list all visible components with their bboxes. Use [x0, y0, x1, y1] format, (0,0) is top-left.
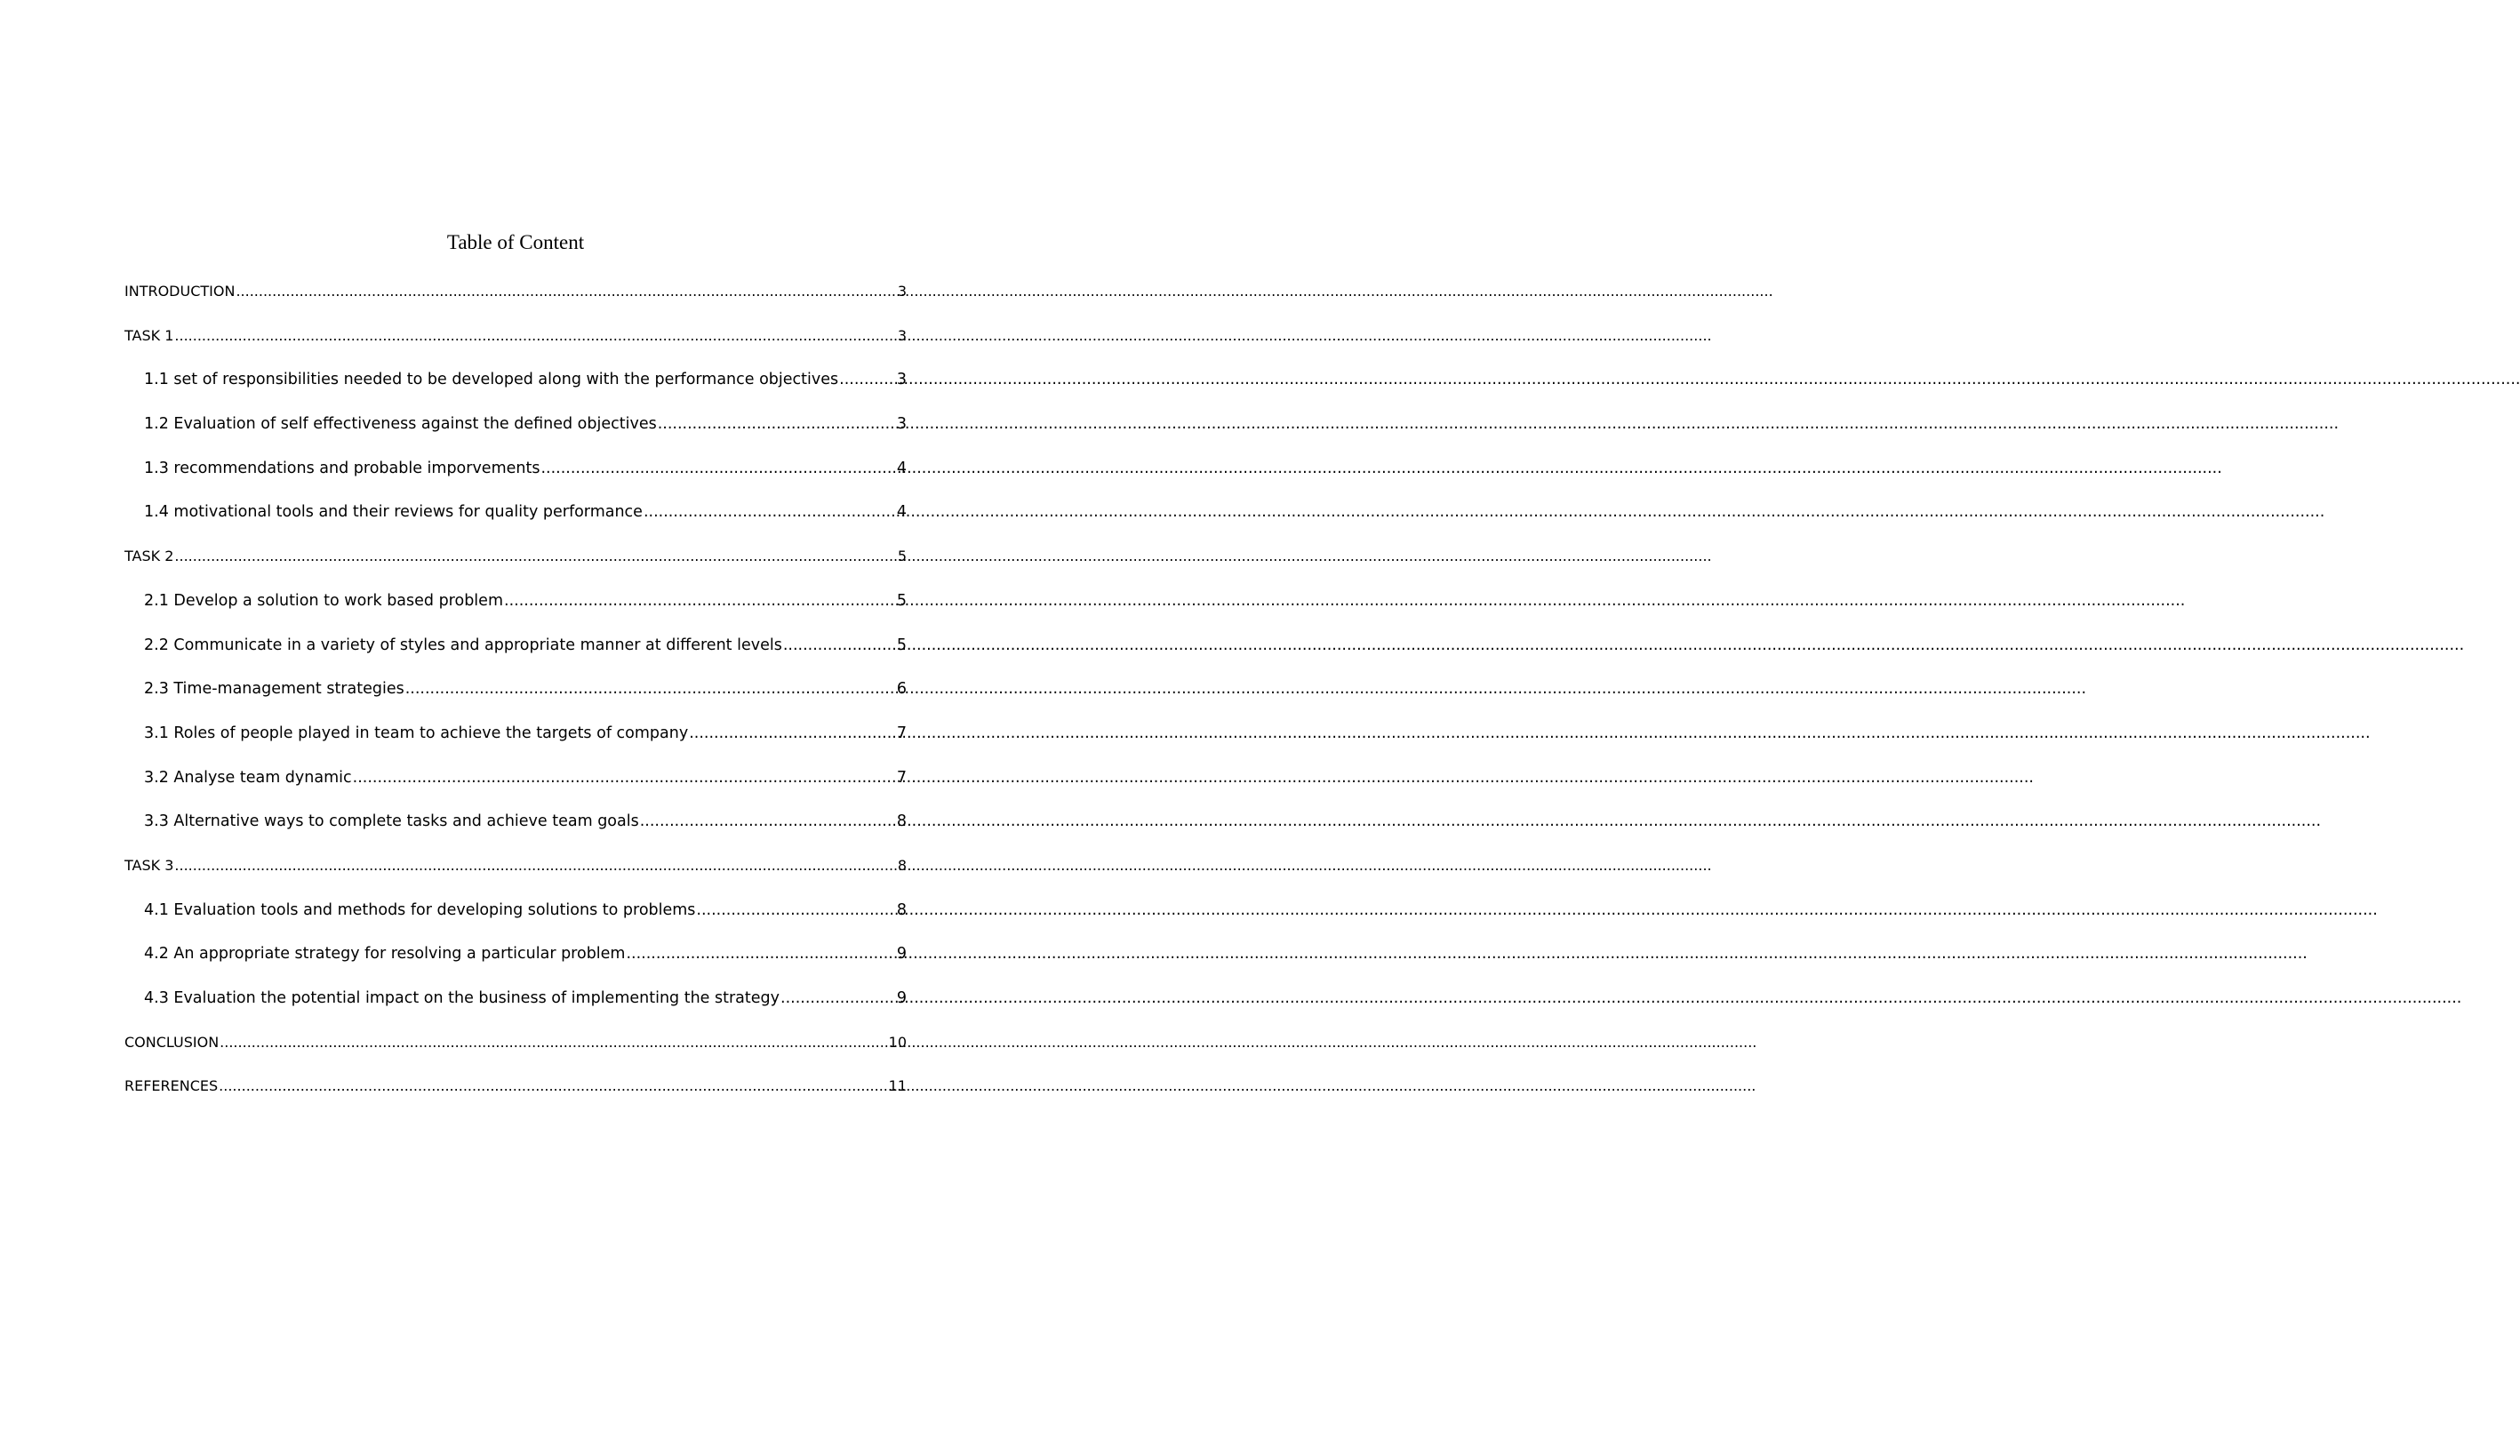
- toc-entry-page-number: 8: [896, 900, 907, 919]
- toc-entry-page-number: 4: [896, 459, 907, 477]
- toc-entry-page-number: 9: [896, 989, 907, 1007]
- toc-entry-page-number: 3: [897, 326, 907, 344]
- toc-entry[interactable]: [124, 901, 907, 946]
- toc-entry-page-number: 11: [888, 1077, 907, 1095]
- toc-entry-label: TASK 1: [124, 326, 174, 344]
- toc-dot-leader: [839, 371, 896, 388]
- toc-entry[interactable]: [124, 989, 907, 1034]
- toc-entry-label: REFERENCES: [124, 1077, 219, 1095]
- toc-entry[interactable]: [124, 460, 907, 504]
- toc-dot-leader: [644, 503, 896, 521]
- toc-entry-page-number: 10: [888, 1033, 907, 1051]
- toc-entry[interactable]: [124, 1077, 907, 1122]
- toc-dot-leader: [174, 857, 896, 874]
- toc-entry-page-number: 6: [896, 680, 907, 699]
- toc-entry-page-number: 3: [897, 283, 907, 300]
- toc-entry[interactable]: [124, 769, 907, 813]
- toc-entry[interactable]: [124, 724, 907, 769]
- toc-entry-label: 4.2 An appropriate strategy for resolving a particular problem: [144, 945, 626, 964]
- toc-entry-page-number: 5: [896, 591, 907, 610]
- table-of-contents: [124, 283, 907, 1122]
- toc-entry-page-number: 5: [896, 636, 907, 654]
- toc-dot-leader: [540, 460, 895, 477]
- toc-entry-label: 1.2 Evaluation of self effectiveness against the defined objectives: [144, 415, 657, 434]
- toc-entry[interactable]: [124, 371, 907, 415]
- toc-dot-leader: [236, 283, 896, 300]
- toc-entry-page-number: 7: [896, 768, 907, 787]
- toc-entry-label: 4.3 Evaluation the potential impact on the business of implementing the strategy: [144, 989, 780, 1007]
- toc-entry[interactable]: [124, 680, 907, 724]
- toc-dot-leader: [640, 812, 896, 830]
- toc-dot-leader: [220, 1034, 887, 1051]
- toc-entry[interactable]: [124, 1034, 907, 1078]
- toc-title: Table of Content: [446, 231, 585, 253]
- toc-entry-label: INTRODUCTION: [124, 283, 236, 300]
- toc-dot-leader: [174, 548, 896, 564]
- toc-entry-label: 2.1 Develop a solution to work based problem: [144, 591, 503, 610]
- toc-entry-page-number: 4: [896, 503, 907, 522]
- toc-entry[interactable]: [124, 415, 907, 460]
- toc-dot-leader: [353, 769, 896, 787]
- toc-dot-leader: [219, 1077, 887, 1094]
- toc-entry[interactable]: [124, 592, 907, 636]
- toc-entry-label: 1.4 motivational tools and their reviews for quality performance: [144, 503, 643, 522]
- toc-dot-leader: [689, 724, 896, 742]
- toc-dot-leader: [696, 901, 895, 919]
- toc-entry-label: 1.3 recommendations and probable imporvements: [144, 459, 540, 477]
- toc-dot-leader: [174, 327, 896, 344]
- toc-entry[interactable]: [124, 548, 907, 592]
- toc-entry[interactable]: [124, 812, 907, 857]
- toc-entry[interactable]: [124, 636, 907, 681]
- toc-entry-page-number: 3: [896, 371, 907, 389]
- toc-entry-label: 4.1 Evaluation tools and methods for developing solutions to problems: [144, 900, 696, 919]
- toc-entry-label: TASK 2: [124, 548, 174, 565]
- toc-entry[interactable]: [124, 327, 907, 372]
- toc-dot-leader: [626, 945, 895, 963]
- toc-entry-label: 3.3 Alternative ways to complete tasks and achieve team goals: [144, 812, 639, 831]
- toc-entry-page-number: 9: [896, 945, 907, 964]
- toc-entry-page-number: 5: [897, 548, 907, 565]
- toc-entry-label: 2.3 Time-management strategies: [144, 680, 404, 699]
- toc-entry-label: 3.2 Analyse team dynamic: [144, 768, 352, 787]
- document-page: [0, 0, 1029, 1456]
- toc-entry-label: 1.1 set of responsibilities needed to be developed along with the performance objectives: [144, 371, 839, 389]
- toc-entry[interactable]: [124, 283, 907, 327]
- toc-dot-leader: [658, 415, 896, 433]
- toc-entry[interactable]: [124, 857, 907, 901]
- toc-dot-leader: [504, 592, 896, 610]
- toc-entry[interactable]: [124, 945, 907, 989]
- toc-entry-label: CONCLUSION: [124, 1033, 220, 1051]
- toc-entry-label: TASK 3: [124, 856, 174, 874]
- toc-entry-page-number: 3: [896, 415, 907, 434]
- toc-entry-label: 3.1 Roles of people played in team to achieve the targets of company: [144, 724, 689, 742]
- toc-dot-leader: [405, 680, 896, 698]
- toc-dot-leader: [783, 636, 896, 654]
- toc-dot-leader: [780, 989, 896, 1007]
- toc-entry-page-number: 8: [896, 812, 907, 831]
- toc-entry[interactable]: [124, 503, 907, 548]
- toc-entry-page-number: 7: [896, 724, 907, 742]
- toc-entry-page-number: 8: [897, 856, 907, 874]
- toc-entry-label: 2.2 Communicate in a variety of styles and appropriate manner at different levels: [144, 636, 782, 654]
